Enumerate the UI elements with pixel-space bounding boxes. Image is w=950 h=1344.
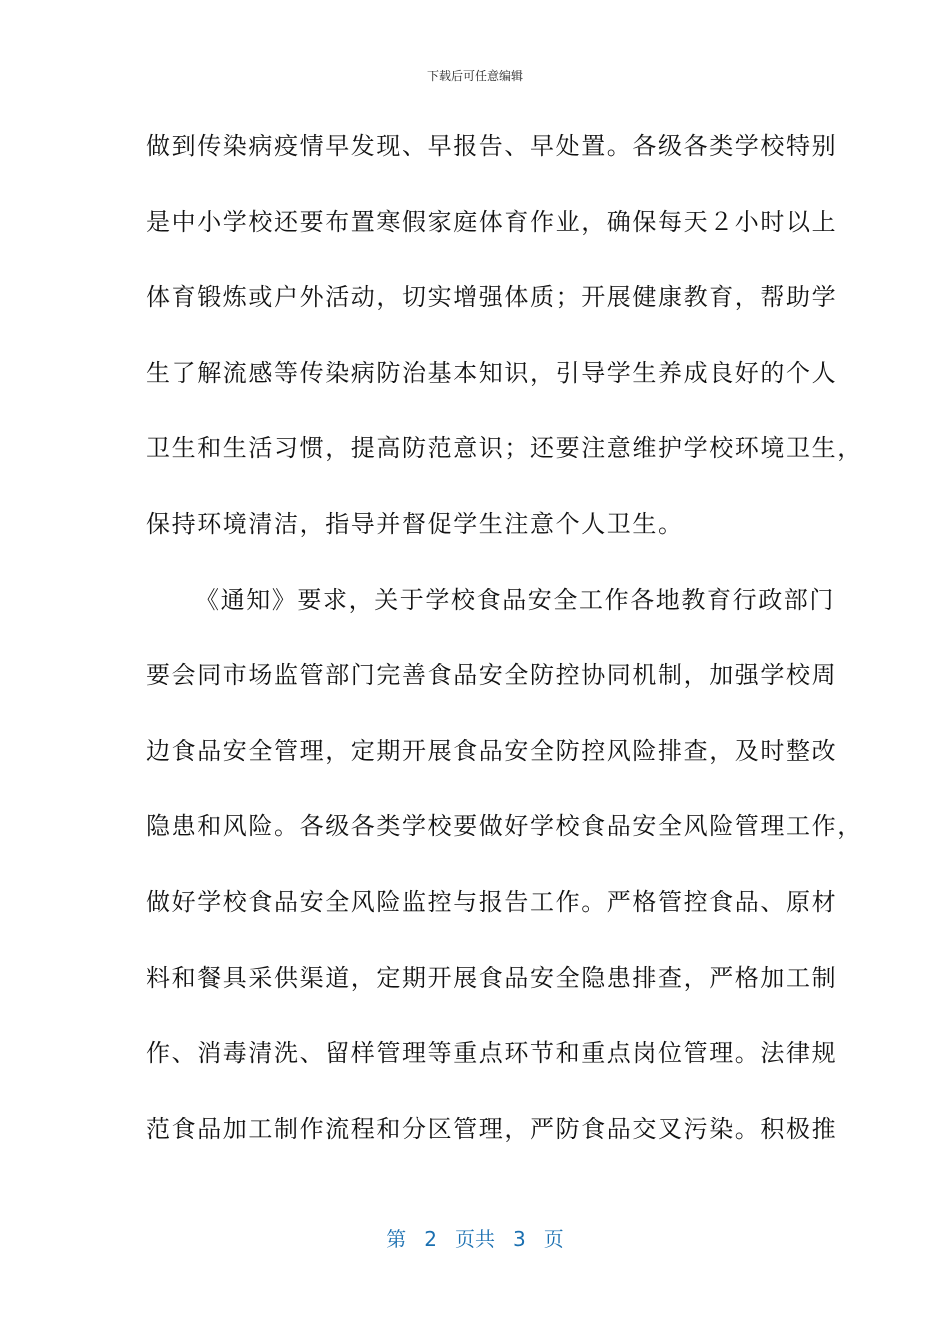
text-line: 边食品安全管理，定期开展食品安全防控风险排查，及时整改 — [146, 736, 838, 765]
text-line: 《通知》要求，关于学校食品安全工作各地教育行政部门 — [195, 585, 835, 614]
footer-prefix: 第 — [386, 1227, 407, 1251]
text-line: 做好学校食品安全风险监控与报告工作。严格管控食品、原材 — [146, 887, 838, 916]
page-header: 下载后可任意编辑 — [426, 69, 523, 83]
text-line: 范食品加工制作流程和分区管理，严防食品交叉污染。积极推 — [146, 1114, 838, 1143]
text-line: 是中小学校还要布置寒假家庭体育作业，确保每天２小时以上 — [146, 207, 838, 236]
text-line: 料和餐具采供渠道，定期开展食品安全隐患排查，严格加工制 — [146, 963, 838, 992]
text-line: 隐患和风险。各级各类学校要做好学校食品安全风险管理工作， — [146, 812, 863, 841]
total-page-count: 3 — [513, 1227, 526, 1251]
footer-middle: 页共 — [455, 1227, 495, 1251]
text-line: 要会同市场监管部门完善食品安全防控协同机制，加强学校周 — [146, 661, 838, 690]
page-footer — [0, 1226, 950, 1252]
document-body — [146, 124, 863, 1182]
text-line: 作、消毒清洗、留样管理等重点环节和重点岗位管理。法律规 — [146, 1039, 838, 1068]
text-line: 做到传染病疫情早发现、早报告、早处置。各级各类学校特别 — [146, 132, 838, 160]
text-line: 保持环境清洁，指导并督促学生注意个人卫生。 — [146, 509, 684, 538]
current-page-number: 2 — [424, 1227, 437, 1251]
footer-suffix: 页 — [543, 1227, 564, 1251]
text-line: 卫生和生活习惯，提高防范意识；还要注意维护学校环境卫生， — [146, 434, 863, 463]
text-line: 生了解流感等传染病防治基本知识，引导学生养成良好的个人 — [146, 358, 838, 387]
text-line: 体育锻炼或户外活动，切实增强体质；开展健康教育，帮助学 — [146, 283, 838, 312]
